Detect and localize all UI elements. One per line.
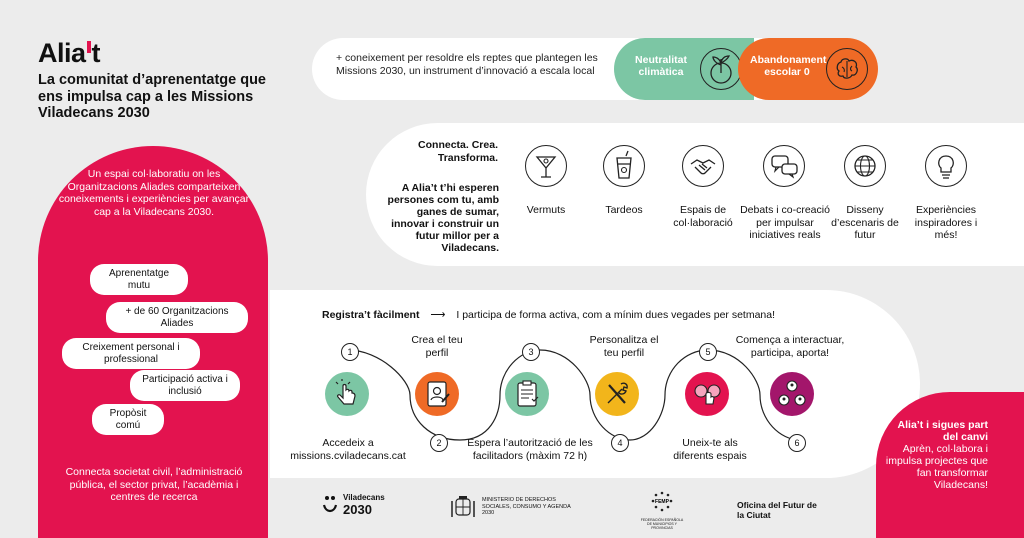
register-label: Registra’t fàcilment [322,309,420,321]
step-label: Comença a interactuar, participa, aporta! [735,334,845,359]
profile-card-icon [415,372,459,416]
step-number: 4 [611,434,629,452]
benefit-pill: Participació activa i inclusió [130,370,240,401]
femp-logo-text: FEMP [655,499,669,505]
viladecans-logo-text: Viladecans [343,493,385,502]
step-number: 5 [699,343,717,361]
ministry-logo-text: MINISTERIO DE DERECHOS SOCIALES, CONSUMO Y AGENDA 2030 [482,497,571,517]
step-number: 6 [788,434,806,452]
mission-school-label: Abandonament escolar 0 [750,54,827,78]
globe-icon [844,145,886,187]
ministry-logo [450,493,572,521]
people-network-icon [770,372,814,416]
activity-label: Experiències inspiradores i més! [914,204,978,241]
step-label: Accedeix a missions.cviladecans.cat [290,437,406,462]
cocktail-glass-icon [525,145,567,187]
benefit-pill: Propòsit comú [92,404,164,435]
missions-text: + coneixement per resoldre els reptes que plantegen les Missions 2030, un instrument d’innovació a escala local [336,52,598,77]
benefit-pill: Creixement personal i professional [62,338,200,369]
activity-label: Tardeos [605,204,643,216]
activities-description: A Alia’t t’hi esperen persones com tu, amb ganes de sumar, innovar i construir un futur millor per a Viladecans. [387,182,499,254]
step-label: Crea el teu perfil [411,334,463,359]
tap-select-icon [685,372,729,416]
step-number: 2 [430,434,448,452]
coat-of-arms-icon [450,493,476,521]
lightbulb-icon [925,145,967,187]
femp-logo [640,491,684,530]
step-number: 3 [522,343,540,361]
step-label: Uneix-te als diferents espais [673,437,747,462]
oficina-futur-logo: Oficina del Futur de la Ciutat [737,500,817,520]
viladecans-logo-year: 2030 [343,502,372,517]
brain-icon [826,48,868,90]
left-panel-footer: Connecta societat civil, l’administració pública, el sector privat, l’acadèmia i centres de recerca [65,466,243,503]
left-panel-intro: Un espai col·laboratiu on les Organitzacions Aliades comparteixen coneixements i experiències per avançar cap a la Viladecans 2030. [58,168,250,218]
arrow-right-icon: ⟶ [430,309,446,321]
missions-bar [312,38,878,100]
mission-climate-label: Neutralitat climàtica [635,54,687,78]
activity-label: Disseny d’escenaris de futur [831,204,899,241]
clipboard-icon [505,372,549,416]
mission-school [738,38,878,100]
page-headline: La comunitat d’aprenentatge que ens impulsa cap a les Missions Viladecans 2030 [38,72,266,121]
viladecans-2030-logo [322,493,385,517]
benefit-pill: + de 60 Organitzacions Aliades [106,302,248,333]
globe-sprout-icon [700,48,742,90]
activity-label: Vermuts [526,204,566,216]
mission-climate [614,38,754,100]
step-number: 1 [341,343,359,361]
drink-cup-icon [603,145,645,187]
smile-mark-icon [322,494,338,516]
steps-heading [322,309,775,321]
handshake-icon [682,145,724,187]
activity-label: Espais de col·laboració [673,204,733,229]
stars-circle-icon [650,491,674,513]
logo-accent-mark [87,41,91,53]
activity-label: Debats i co-creació per impulsar iniciatives reals [740,204,830,241]
participate-label: I participa de forma activa, com a mínim dues vegades per setmana! [456,309,776,321]
brand-logo: Alia t [38,38,101,68]
activities-heading: Connecta. Crea. Transforma. [418,139,498,164]
cta-title: Alia’t i sigues part del canvi [897,419,988,443]
tools-icon [595,372,639,416]
cta-body: Aprèn, col·labora i impulsa projectes que fan transformar Viladecans! [885,443,988,491]
speech-bubbles-icon [763,145,805,187]
femp-logo-subtitle: FEDERACIÓN ESPAÑOLA DE MUNICIPIOS Y PROVINCIAS [640,518,684,530]
pointer-click-icon [325,372,369,416]
benefit-pill: Aprenentatge mutu [90,264,188,295]
call-to-action-text [882,419,988,491]
step-label: Espera l’autorització de les facilitadors (màxim 72 h) [467,437,593,462]
step-label: Personalitza el teu perfil [589,334,659,359]
